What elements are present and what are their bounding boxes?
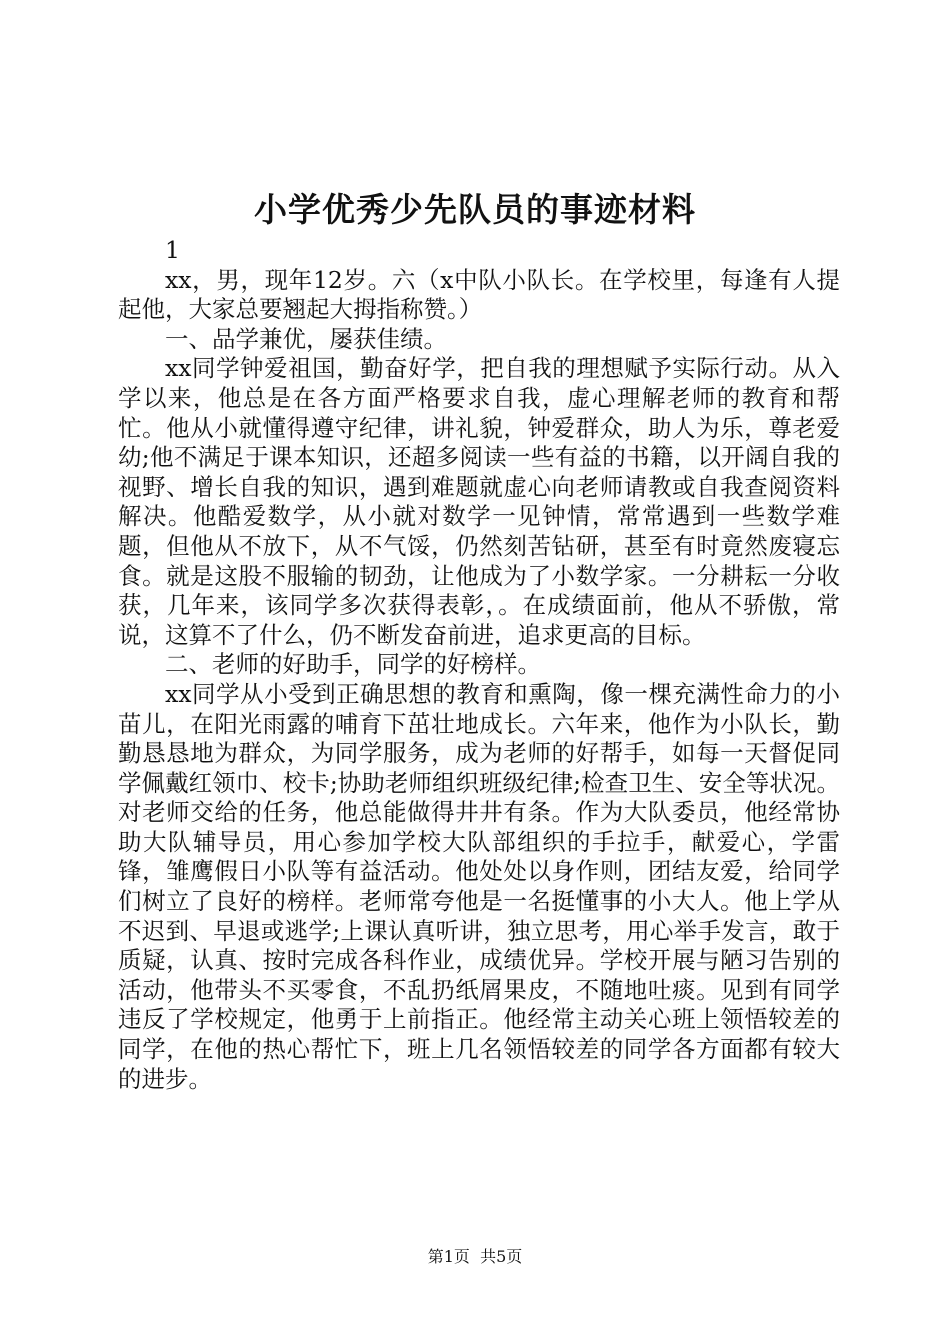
paragraph-intro: xx，男，现年12岁。六（x中队小队长。在学校里，每逢有人提起他，大家总要翘起大拇指称赞。）: [118, 265, 840, 324]
document-title: 小学优秀少先队员的事迹材料: [254, 190, 696, 229]
page-footer: [0, 1246, 950, 1268]
paragraph-section-1: xx同学钟爱祖国，勤奋好学，把自我的理想赋予实际行动。从入学以来，他总是在各方面严格要求自我，虚心理解老师的教育和帮忙。他从小就懂得遵守纪律，讲礼貌，钟爱群众，助人为乐，尊老爱幼;他不满足于课本知识，还超多阅读一些有益的书籍，以开阔自我的视野、增长自我的知识，遇到难题就虚心向老师请教或自我查阅资料解决。他酷爱数学，从小就对数学一见钟情，常常遇到一些数学难题，但他从不放下，从不气馁，仍然刻苦钻研，甚至有时竟然废寝忘食。就是这股不服输的韧劲，让他成为了小数学家。一分耕耘一分收获，几年来，该同学多次获得表彰，。在成绩面前，他从不骄傲，常说，这算不了什么，仍不断发奋前进，追求更高的目标。: [118, 354, 840, 649]
section-heading-2: 二、老师的好助手，同学的好榜样。: [165, 650, 541, 679]
paragraph-number: 1: [165, 236, 180, 264]
paragraph-section-2: xx同学从小受到正确思想的教育和熏陶，像一棵充满性命力的小苗儿，在阳光雨露的哺育下茁壮地成长。六年来，他作为小队长，勤勤恳恳地为群众，为同学服务，成为老师的好帮手，如每一天督促同学佩戴红领巾、校卡;协助老师组织班级纪律;检查卫生、安全等状况。对老师交给的任务，他总能做得井井有条。作为大队委员，他经常协助大队辅导员，用心参加学校大队部组织的手拉手，献爱心，学雷锋，雏鹰假日小队等有益活动。他处处以身作则，团结友爱，给同学们树立了良好的榜样。老师常夸他是一名挺懂事的小大人。他上学从不迟到、早退或逃学;上课认真听讲，独立思考，用心举手发言，敢于质疑，认真、按时完成各科作业，成绩优异。学校开展与陋习告别的活动，他带头不买零食，不乱扔纸屑果皮，不随地吐痰。见到有同学违反了学校规定，他勇于上前指正。他经常主动关心班上领悟较差的同学，在他的热心帮忙下，班上几名领悟较差的同学各方面都有较大的进步。: [118, 679, 840, 1093]
page-total: 共5页: [480, 1247, 523, 1266]
page-number: 第1页: [427, 1247, 470, 1266]
section-heading-1: 一、品学兼优，屡获佳绩。: [165, 324, 447, 353]
footer-spacer: [470, 1247, 480, 1266]
document-body: [118, 236, 840, 1094]
